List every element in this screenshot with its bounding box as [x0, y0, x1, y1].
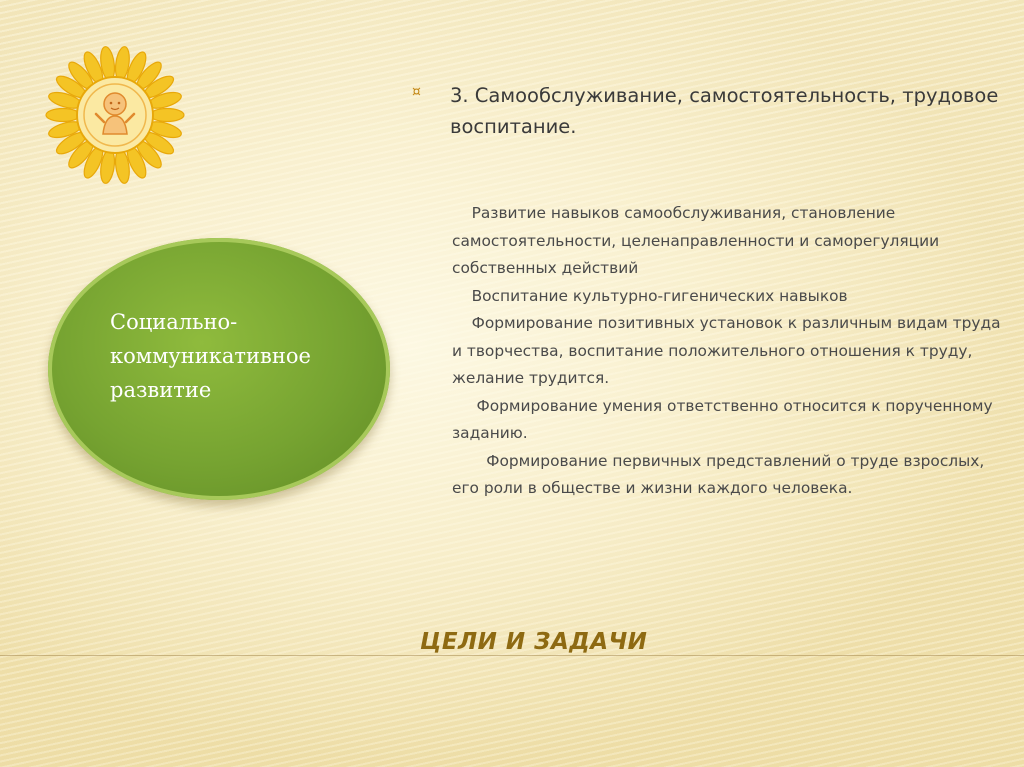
footer-title: ЦЕЛИ И ЗАДАЧИ [420, 629, 648, 655]
body-text [452, 200, 1012, 503]
heading-text: 3. Самообслуживание, самостоятельность, трудовое воспитание. [450, 84, 999, 138]
bullet-icon: ¤ [412, 84, 421, 100]
sun-petal [150, 109, 184, 122]
sun-child-emblem-icon [42, 42, 188, 188]
body-paragraph: Воспитание культурно-гигенических навыков [452, 286, 848, 305]
body-paragraph: Формирование первичных представлений о труде взрослых, его роли в обществе и жизни каждого человека. [452, 451, 990, 497]
body-paragraph: Формирование позитивных установок к различным видам труда и творчества, воспитание положительного отношения к труду, желание трудится. [452, 314, 1006, 387]
footer-divider [0, 655, 1024, 656]
sun-petal [46, 109, 80, 122]
category-label: Социально-коммуникативное развитие [110, 310, 311, 402]
body-paragraph: Развитие навыков самообслуживания, становление самостоятельности, целенаправленности и саморегуляции собственных действий [452, 204, 945, 277]
body-paragraph: Формирование умения ответственно относится к порученному заданию. [452, 396, 998, 442]
section-heading [412, 80, 1002, 142]
